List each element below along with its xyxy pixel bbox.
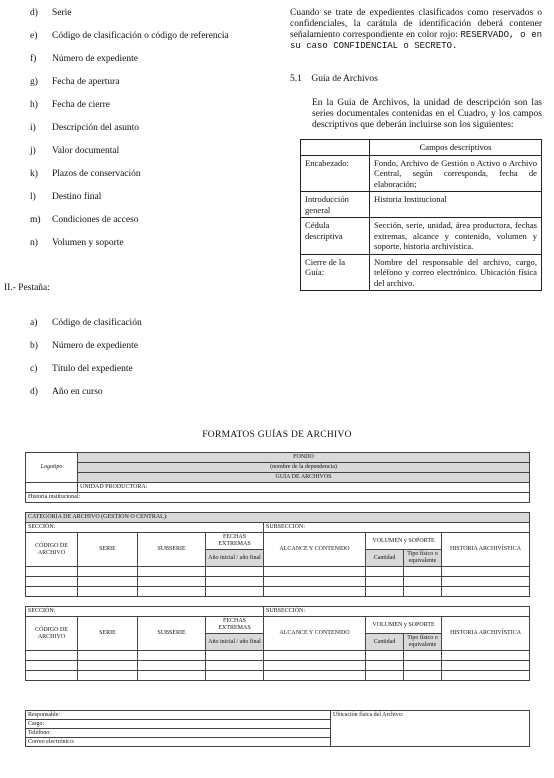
list-item bbox=[30, 318, 280, 341]
categoria-cell: CATEGORIA DE ARCHIVO (GESTION O CENTRAL): bbox=[26, 513, 530, 523]
list-text: Plazos de conservación bbox=[52, 169, 141, 179]
list-text: Año en curso bbox=[52, 387, 103, 397]
section-heading-guia: 5.1 Guía de Archivos bbox=[290, 74, 378, 84]
list-item bbox=[30, 341, 280, 364]
guia-paragraph: En la Guía de Archivos, la unidad de descripción son las series documentales contenidas en el Cuadro, y los campos descriptivos que deberán incluirse son los siguientes: bbox=[312, 98, 542, 130]
list-text: Número de expediente bbox=[52, 54, 138, 64]
list-letter: h) bbox=[30, 100, 38, 110]
list-text: Código de clasificación o código de referencia bbox=[52, 31, 229, 41]
list-letter: j) bbox=[30, 146, 36, 156]
guia-archivo-form: Logotipo FONDO (nombre de la dependencia) GUÍA DE ARCHIVOS UNIDAD PRODUCTORA: Historia institucional: CATEGORIA DE ARCHIVO (GESTION O CENTRAL): SECCIÓN: SUBSECCIÓN: CÓDIGO DE ARCHIVO SERIE SUBSERIE FECHAS EXTREMAS ALCANCE Y CONTENIDO VOLUMEN y SOPORTE HISTORIA ARCHIVÍSTICA Año inicial / año final Cantidad Tipo físico o equivalente SECCIÓN: SUBSECCIÓN: CÓDIGO DE ARCHIVO SERIE SUBSERIE FECHAS EXTREMAS ALCANCE Y CONTENIDO VOLUMEN y SOPORTE HISTORIA ARCHIVÍSTICA Año inicial / año final Cantidad Tipo físico o equivalente bbox=[25, 452, 530, 681]
list-letter: b) bbox=[30, 341, 38, 351]
table-header: Campos descriptivos bbox=[370, 140, 542, 156]
list-text: Volumen y soporte bbox=[52, 238, 124, 248]
list-letter: g) bbox=[30, 77, 38, 87]
section-heading-pestana: II.- Pestaña: bbox=[4, 283, 50, 293]
list-letter: d) bbox=[30, 387, 38, 397]
list-letter: f) bbox=[30, 54, 37, 64]
list-item bbox=[30, 54, 280, 77]
list-text: Número de expediente bbox=[52, 341, 138, 351]
list-item bbox=[30, 146, 280, 169]
list-text: Descripción del asunto bbox=[52, 123, 140, 133]
form-title: FORMATOS GUÍAS DE ARCHIVO bbox=[202, 430, 352, 440]
list-letter: d) bbox=[30, 8, 38, 18]
table-row: Cierre de la Guía: Nombre del responsable del archivo, cargo, teléfono y correo electrónico. Ubicación física del archivo. bbox=[301, 254, 542, 291]
table-row: Cédula descriptiva Sección, serie, unidad, área productora, fechas extremas, alcance y contenido, volumen y soporte, historia archivística. bbox=[301, 218, 542, 255]
fondo-cell: FONDO bbox=[78, 453, 530, 463]
list-text: Serie bbox=[52, 8, 72, 18]
list-item bbox=[30, 8, 280, 31]
responsable-block: Responsable: Ubicación física del Archivo: Cargo: Teléfono: Correo electrónico: bbox=[25, 710, 530, 747]
list-text: Título del expediente bbox=[52, 364, 133, 374]
list-item bbox=[30, 31, 280, 54]
list-text: Fecha de cierre bbox=[52, 100, 111, 110]
list-letter: e) bbox=[30, 31, 38, 41]
logo-cell: Logotipo bbox=[26, 453, 78, 483]
list-item bbox=[30, 238, 280, 261]
list-letter: i) bbox=[30, 123, 36, 133]
historia-cell: Historia institucional: bbox=[26, 493, 530, 503]
list-item bbox=[30, 192, 280, 215]
list-letter: n) bbox=[30, 238, 38, 248]
list-item bbox=[30, 77, 280, 100]
list-letter: m) bbox=[30, 215, 41, 225]
guia-cell: GUÍA DE ARCHIVOS bbox=[78, 473, 530, 483]
list-text: Condiciones de acceso bbox=[52, 215, 139, 225]
list-item bbox=[30, 215, 280, 238]
field-list-b bbox=[30, 318, 280, 410]
list-item bbox=[30, 364, 280, 387]
list-letter: c) bbox=[30, 364, 38, 374]
field-list-a bbox=[30, 8, 280, 261]
list-item bbox=[30, 387, 280, 410]
confidential-paragraph: Cuando se trate de expedientes clasificados como reservados o confidenciales, la carátula de identificación deberá contener señalamiento correspondiente en color rojo: RESERVADO, o en su caso CONFIDENCIAL o SECRETO. bbox=[290, 8, 543, 51]
list-item bbox=[30, 169, 280, 192]
list-letter: k) bbox=[30, 169, 38, 179]
table-row: Introducción general Historia Institucional bbox=[301, 192, 542, 218]
unidad-cell: UNIDAD PRODUCTORA: bbox=[78, 483, 530, 493]
list-item bbox=[30, 123, 280, 146]
list-item bbox=[30, 100, 280, 123]
list-text: Fecha de apertura bbox=[52, 77, 120, 87]
list-letter: a) bbox=[30, 318, 38, 328]
list-letter: l) bbox=[30, 192, 36, 202]
list-text: Destino final bbox=[52, 192, 102, 202]
list-text: Valor documental bbox=[52, 146, 120, 156]
list-text: Código de clasificación bbox=[52, 318, 142, 328]
descriptive-fields-table bbox=[300, 139, 542, 291]
table-row: Encabezado: Fondo, Archivo de Gestión o Activo o Archivo Central, según corresponda, fecha de elaboración; bbox=[301, 155, 542, 192]
right-column bbox=[290, 8, 542, 291]
